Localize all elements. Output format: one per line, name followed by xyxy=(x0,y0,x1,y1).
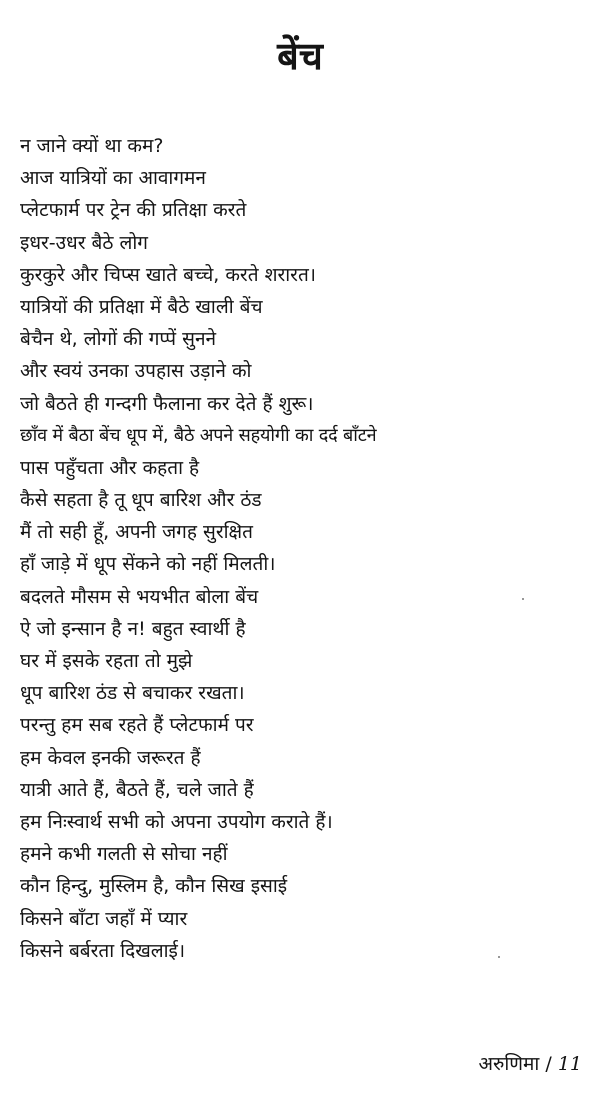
poem-line: इधर-उधर बैठे लोग xyxy=(20,231,148,254)
poem-line: आज यात्रियों का आवागमन xyxy=(20,167,206,190)
poem-title: बेंच xyxy=(277,34,323,78)
poem-line: हम केवल इनकी जरूरत हैं xyxy=(20,746,201,769)
poem-body xyxy=(20,130,590,967)
footer-separator: / xyxy=(545,1053,552,1075)
poem-line: कौन हिन्दु, मुस्लिम है, कौन सिख इसाई xyxy=(20,875,288,898)
poem-line: बेचैन थे, लोगों की गप्पें सुनने xyxy=(20,328,217,351)
poem-line: मैं तो सही हूँ, अपनी जगह सुरक्षित xyxy=(20,521,253,544)
poem-line: परन्तु हम सब रहते हैं प्लेटफार्म पर xyxy=(20,714,254,737)
poem-line: प्लेटफार्म पर ट्रेन की प्रतिक्षा करते xyxy=(20,199,247,222)
poem-line: हमने कभी गलती से सोचा नहीं xyxy=(20,843,228,866)
poem-line: बदलते मौसम से भयभीत बोला बेंच xyxy=(20,585,259,608)
page-footer xyxy=(478,1050,582,1078)
poem-line: यात्रियों की प्रतिक्षा में बैठे खाली बेंच xyxy=(20,295,263,318)
poem-line: पास पहुँचता और कहता है xyxy=(20,456,200,479)
poem-line: हम निःस्वार्थ सभी को अपना उपयोग कराते हैं। xyxy=(20,810,333,833)
poem-line: घर में इसके रहता तो मुझे xyxy=(20,650,193,672)
scan-speck xyxy=(522,598,524,600)
poem-line: न जाने क्यों था कम? xyxy=(20,135,164,157)
poem-line: हाँ जाड़े में धूप सेंकने को नहीं मिलती। xyxy=(20,553,276,576)
page-number: 11 xyxy=(557,1053,582,1075)
poem-line: ऐ जो इन्सान है न! बहुत स्वार्थी है xyxy=(20,617,246,640)
book-title: अरुणिमा xyxy=(478,1053,540,1075)
poem-line: छाँव में बैठा बेंच धूप में, बैठे अपने सहयोगी का दर्द बाँटने xyxy=(20,424,377,446)
poem-line: जो बैठते ही गन्दगी फैलाना कर देते हैं शुरू। xyxy=(20,392,314,415)
poem-line: कुरकुरे और चिप्स खाते बच्चे, करते शरारत। xyxy=(20,263,316,286)
poem-line: और स्वयं उनका उपहास उड़ाने को xyxy=(20,360,252,383)
poem-line: किसने बर्बरता दिखलाई। xyxy=(20,939,186,962)
poem-line: यात्री आते हैं, बैठते हैं, चले जाते हैं xyxy=(20,778,254,801)
poem-line: कैसे सहता है तू धूप बारिश और ठंड xyxy=(20,489,262,512)
scan-speck xyxy=(498,956,500,958)
poem-line: किसने बाँटा जहाँ में प्यार xyxy=(20,907,188,930)
poem-line: धूप बारिश ठंड से बचाकर रखता। xyxy=(20,682,245,705)
